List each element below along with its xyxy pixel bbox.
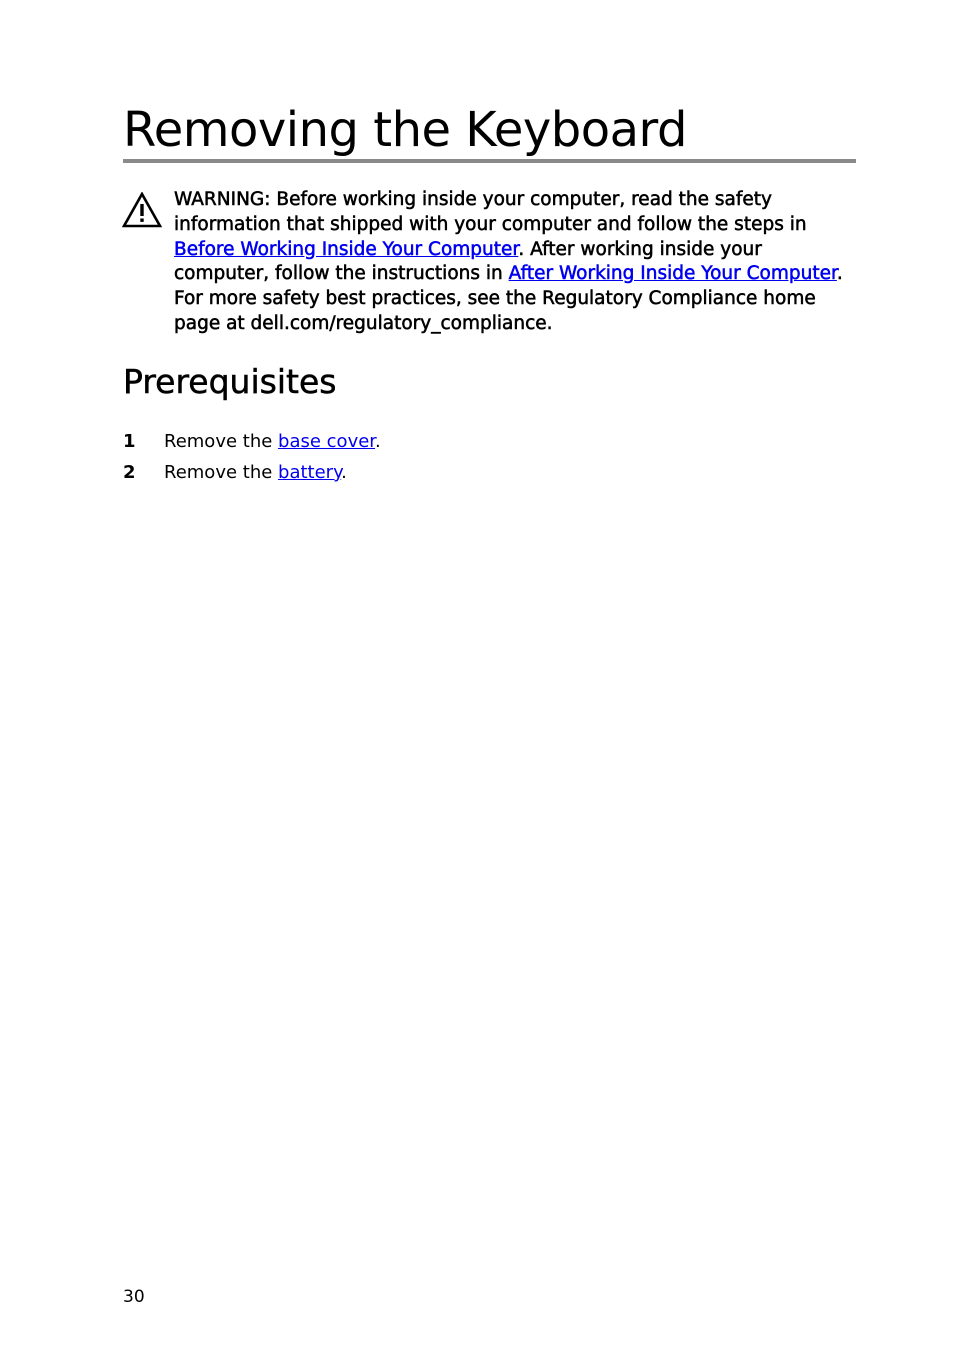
step-prefix: Remove the xyxy=(164,431,279,452)
step-suffix: . xyxy=(341,462,347,483)
title-divider xyxy=(123,159,856,163)
step-suffix: . xyxy=(375,431,381,452)
warning-message xyxy=(174,188,854,337)
page-number: 30 xyxy=(123,1287,145,1307)
step-prefix: Remove the xyxy=(164,462,279,483)
prerequisites-heading: Prerequisites xyxy=(123,362,337,401)
step-text xyxy=(164,459,347,487)
base-cover-link[interactable]: base cover xyxy=(278,431,376,452)
before-working-link[interactable]: Before Working Inside Your Computer xyxy=(174,238,519,260)
step-number: 1 xyxy=(123,431,136,452)
warning-triangle-icon xyxy=(122,192,162,228)
after-working-link[interactable]: After Working Inside Your Computer xyxy=(508,263,837,285)
battery-link[interactable]: battery xyxy=(278,462,342,483)
step-number: 2 xyxy=(123,462,136,483)
warning-lead: WARNING: Before working inside your computer, read the safety information that shipped with your computer and follow the steps in xyxy=(174,189,807,235)
page-title: Removing the Keyboard xyxy=(123,102,687,158)
step-text xyxy=(164,428,381,456)
warning-tail: . For more safety best practices, see the Regulatory Compliance home page at dell.com/regulatory_compliance. xyxy=(174,263,843,334)
warning-middle: . After working inside your computer, follow the instructions in xyxy=(174,238,762,285)
